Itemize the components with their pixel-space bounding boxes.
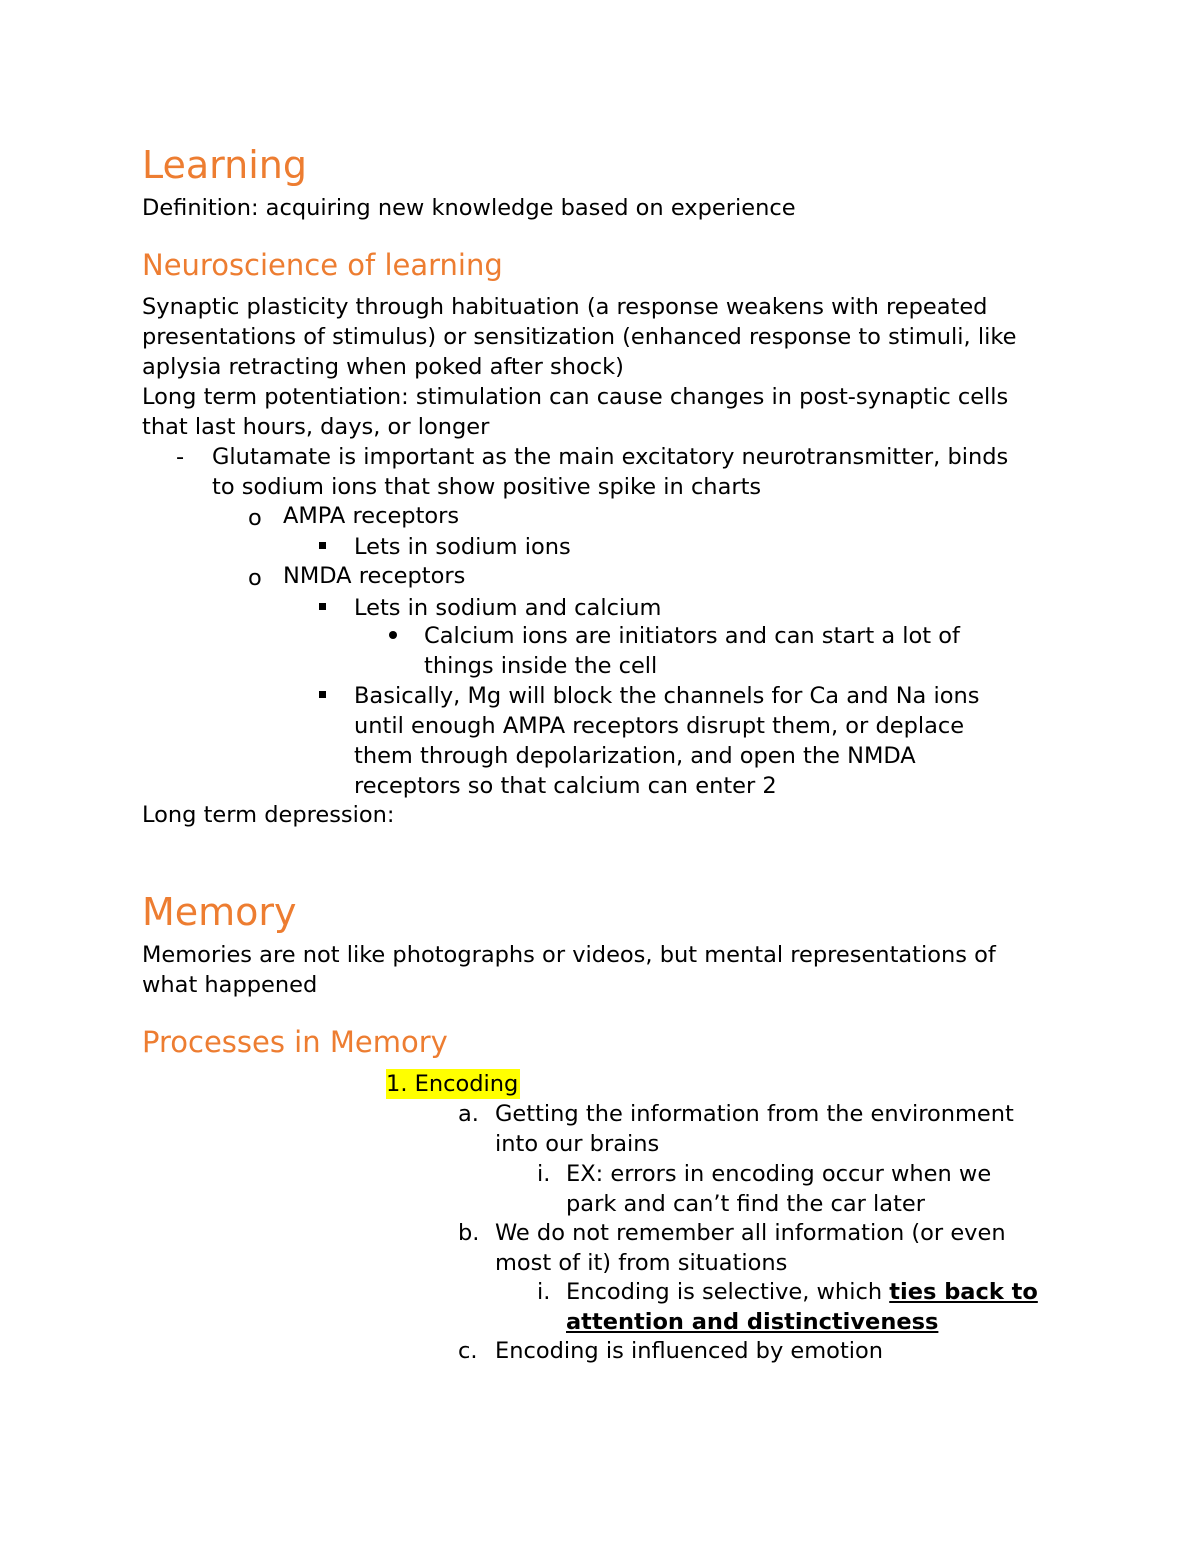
text-line: Getting the information from the environment (495, 1101, 1014, 1127)
text-line: aplysia retracting when poked after shock) (142, 354, 624, 380)
text-line: We do not remember all information (or even (495, 1220, 1006, 1246)
dash-bullet: - (176, 444, 185, 470)
learning-definition: Definition: acquiring new knowledge based on experience (142, 195, 796, 221)
emphasis-text: attention and distinctiveness (566, 1309, 939, 1335)
text-line (566, 1277, 1038, 1307)
text-line: presentations of stimulus) or sensitization (enhanced response to stimuli, like (142, 324, 1017, 350)
encoding-label: Encoding (414, 1071, 519, 1097)
list-letter-c: c. (458, 1338, 478, 1364)
text-line: Long term potentiation: stimulation can cause changes in post-synaptic cells (142, 384, 1009, 410)
circle-bullet: o (248, 505, 262, 531)
square-bullet-icon (319, 691, 326, 698)
calcium-item (424, 621, 960, 681)
ltp-paragraph (142, 382, 1008, 442)
list-roman-i: i. (537, 1161, 551, 1187)
ampa-subitem: Lets in sodium ions (354, 534, 571, 560)
memory-title: Memory (142, 890, 297, 934)
ampa-item: AMPA receptors (283, 503, 460, 529)
emphasis-text: ties back to (889, 1279, 1038, 1305)
text-line: to sodium ions that show positive spike in charts (212, 474, 762, 500)
glutamate-item (212, 442, 1008, 502)
text-line: them through depolarization, and open the NMDA (354, 743, 916, 769)
text-line: into our brains (495, 1131, 660, 1157)
text-line: until enough AMPA receptors disrupt them, or deplace (354, 713, 965, 739)
round-bullet-icon (389, 631, 397, 639)
memory-intro (142, 940, 996, 1000)
item-a-i (566, 1159, 991, 1219)
item-c: Encoding is influenced by emotion (495, 1338, 884, 1364)
text-line: receptors so that calcium can enter 2 (354, 773, 777, 799)
list-number: 1. (386, 1071, 408, 1097)
list-roman-i: i. (537, 1279, 551, 1305)
item-a (495, 1099, 1014, 1159)
square-bullet-icon (319, 542, 326, 549)
text-line (566, 1307, 1038, 1337)
nmda-item: NMDA receptors (283, 563, 466, 589)
plasticity-paragraph (142, 292, 1016, 382)
text-line: what happened (142, 972, 318, 998)
circle-bullet: o (248, 565, 262, 591)
text-line: Calcium ions are initiators and can start a lot of (424, 623, 960, 649)
text-line: things inside the cell (424, 653, 658, 679)
text-line: park and can’t find the car later (566, 1191, 925, 1217)
item-b (495, 1218, 1006, 1278)
list-letter-b: b. (458, 1220, 480, 1246)
text-line: Memories are not like photographs or videos, but mental representations of (142, 942, 996, 968)
mg-item (354, 681, 979, 801)
learning-title: Learning (142, 143, 307, 187)
encoding-item (386, 1069, 520, 1099)
list-letter-a: a. (458, 1101, 479, 1127)
processes-heading: Processes in Memory (142, 1025, 448, 1059)
text-line: that last hours, days, or longer (142, 414, 490, 440)
text-line: EX: errors in encoding occur when we (566, 1161, 992, 1187)
item-b-i (566, 1277, 1038, 1337)
square-bullet-icon (319, 603, 326, 610)
neuroscience-heading: Neuroscience of learning (142, 248, 503, 282)
text-line: Glutamate is important as the main excitatory neurotransmitter, binds (212, 444, 1009, 470)
text-line: Basically, Mg will block the channels for Ca and Na ions (354, 683, 980, 709)
selective-text: Encoding is selective, which (566, 1279, 890, 1305)
nmda-subitem-sodium-calcium: Lets in sodium and calcium (354, 595, 662, 621)
text-line: Synaptic plasticity through habituation (a response weakens with repeated (142, 294, 988, 320)
text-line: most of it) from situations (495, 1250, 788, 1276)
ltd-line: Long term depression: (142, 802, 395, 828)
